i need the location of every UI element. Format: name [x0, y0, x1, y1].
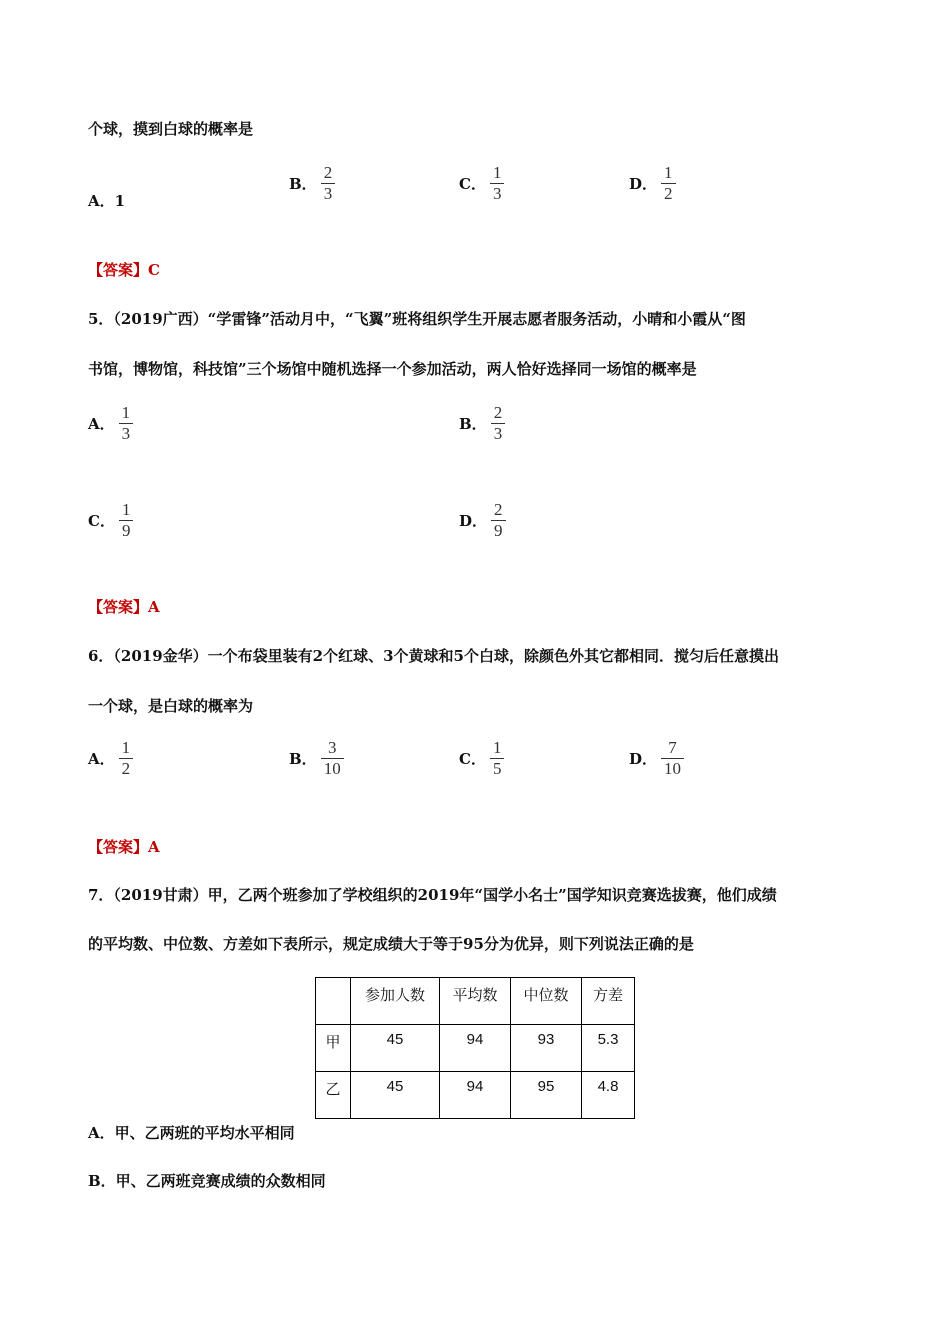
table-header-row: [316, 978, 635, 1025]
denominator: 3: [492, 184, 502, 203]
option-value: 1: [114, 191, 126, 210]
denominator: 10: [323, 759, 341, 778]
denominator: 2: [121, 759, 131, 778]
q6-option-d: [629, 738, 684, 779]
numerator: 1: [119, 500, 134, 521]
numerator: 2: [491, 403, 506, 424]
option-label: B．: [289, 175, 317, 193]
q6-option-a: [88, 738, 133, 779]
denominator: 9: [121, 521, 131, 540]
table-cell: 甲: [316, 1025, 351, 1072]
numerator: 1: [119, 403, 134, 424]
option-label: D．: [629, 175, 658, 193]
numerator: 2: [491, 500, 506, 521]
denominator: 3: [121, 424, 131, 443]
table-cell: 94: [440, 1025, 511, 1072]
numerator: 1: [490, 738, 505, 759]
fraction: [321, 163, 336, 204]
numerator: 1: [490, 163, 505, 184]
table-cell: 5.3: [582, 1025, 635, 1072]
fraction: [491, 500, 506, 541]
fraction: [491, 403, 506, 444]
option-label: B．: [289, 750, 317, 768]
table-cell: 45: [351, 1072, 440, 1119]
option-label: A．: [88, 415, 115, 433]
table-header-cell: 参加人数: [351, 978, 440, 1025]
table-header-cell: 方差: [582, 978, 635, 1025]
numerator: 3: [321, 738, 344, 759]
q7-stem-line2: 的平均数、中位数、方差如下表所示，规定成绩大于等于95分为优异，则下列说法正确的是: [88, 935, 694, 953]
q6-option-c: [459, 738, 504, 779]
q5-answer: 【答案】A: [88, 598, 160, 616]
option-label: A．: [88, 750, 115, 768]
q4-option-d: [629, 163, 676, 204]
denominator: 10: [664, 759, 682, 778]
fraction: [119, 500, 134, 541]
q4-option-c: [459, 163, 504, 204]
table-header-cell: 平均数: [440, 978, 511, 1025]
table-cell: 乙: [316, 1072, 351, 1119]
table-row: [316, 1072, 635, 1119]
table-cell: 94: [440, 1072, 511, 1119]
fraction: [661, 738, 684, 779]
option-label: B．: [459, 415, 487, 433]
q5-stem-line1: 5．（2019广西）“学雷锋”活动月中，“飞翼”班将组织学生开展志愿者服务活动，小晴和小霞从“图: [88, 310, 746, 328]
table-cell: 93: [511, 1025, 582, 1072]
q6-option-b: [289, 738, 344, 779]
denominator: 5: [492, 759, 502, 778]
table-cell: 95: [511, 1072, 582, 1119]
denominator: 9: [494, 521, 503, 540]
denominator: 3: [493, 424, 503, 443]
q4-option-b: [289, 163, 335, 204]
q4-stem-tail: 个球，摸到白球的概率是: [88, 120, 254, 138]
table-cell: 4.8: [582, 1072, 635, 1119]
option-label: C．: [459, 750, 486, 768]
q5-option-d: [459, 500, 506, 541]
q5-stem-line2: 书馆，博物馆，科技馆”三个场馆中随机选择一个参加活动，两人恰好选择同一场馆的概率是: [88, 360, 697, 378]
stats-table: [315, 977, 635, 1119]
q5-option-c: [88, 500, 133, 541]
option-label: A．: [88, 192, 115, 210]
fraction: [490, 738, 505, 779]
table-row: [316, 1025, 635, 1072]
fraction: [661, 163, 676, 204]
table-cell: 45: [351, 1025, 440, 1072]
option-label: C．: [88, 512, 115, 530]
q6-stem-line1: 6．（2019金华）一个布袋里装有2个红球、3个黄球和5个白球，除颜色外其它都相同．搅匀后任意摸出: [88, 647, 780, 665]
fraction: [490, 163, 505, 204]
numerator: 2: [321, 163, 336, 184]
fraction: [321, 738, 344, 779]
q6-answer: 【答案】A: [88, 838, 160, 856]
option-label: D．: [629, 750, 658, 768]
denominator: 3: [323, 184, 333, 203]
table-header-cell: 中位数: [511, 978, 582, 1025]
fraction: [119, 738, 134, 779]
fraction: [119, 403, 134, 444]
table-header-cell: [316, 978, 351, 1025]
denominator: 2: [664, 184, 673, 203]
option-label: C．: [459, 175, 486, 193]
numerator: 1: [661, 163, 676, 184]
q4-answer: 【答案】C: [88, 261, 160, 279]
q5-option-b: [459, 403, 505, 444]
q7-option-a: A．甲、乙两班的平均水平相同: [88, 1124, 295, 1142]
q7-option-b: B．甲、乙两班竞赛成绩的众数相同: [88, 1172, 326, 1190]
q5-option-a: [88, 403, 133, 444]
q4-option-a: [88, 190, 125, 211]
q6-stem-line2: 一个球，是白球的概率为: [88, 697, 254, 715]
q7-stem-line1: 7．（2019甘肃）甲，乙两个班参加了学校组织的2019年“国学小名士”国学知识竞赛选拔赛，他们成绩: [88, 886, 777, 904]
numerator: 7: [661, 738, 684, 759]
numerator: 1: [119, 738, 134, 759]
option-label: D．: [459, 512, 488, 530]
